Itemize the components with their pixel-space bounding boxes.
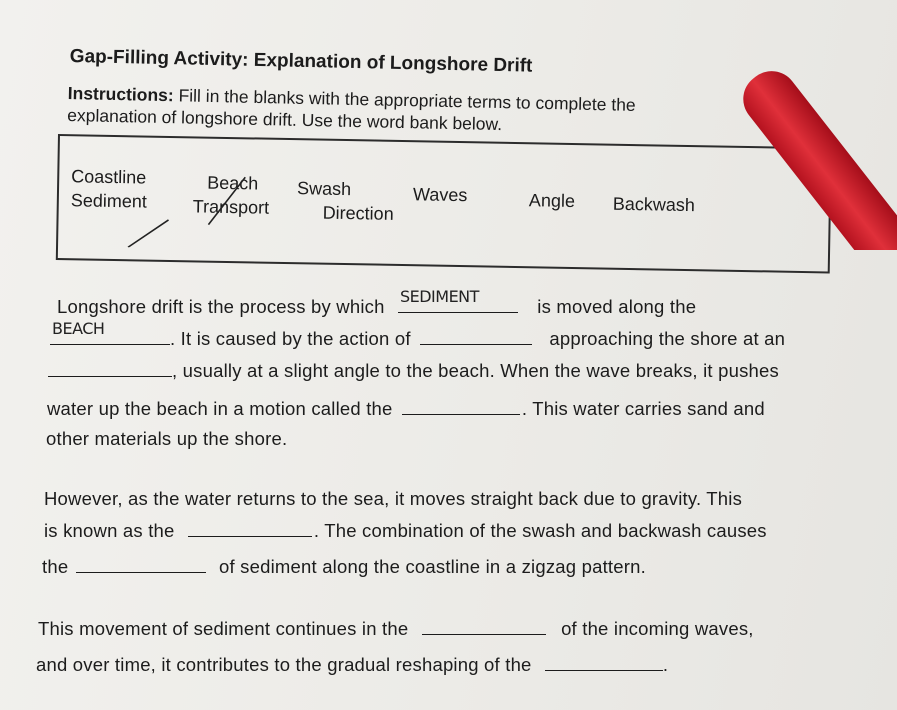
p1-line1b: is moved along the	[537, 296, 697, 317]
word-beach: Beach	[206, 172, 259, 194]
blank-2[interactable]	[50, 319, 170, 345]
word-bank-box	[56, 134, 832, 273]
instructions-line2: explanation of longshore drift. Use the word bank below.	[67, 104, 503, 135]
p2-line1: However, as the water returns to the sea, it moves straight back due to gravity. This	[44, 488, 743, 509]
p1-line3: , usually at a slight angle to the beach. When the wave breaks, it pushes	[172, 360, 779, 381]
instructions-line1: Fill in the blanks with the appropriate terms to complete the	[173, 85, 636, 115]
blank-7[interactable]	[76, 552, 206, 573]
instructions-label: Instructions:	[67, 82, 174, 106]
answer-beach: BEACH	[52, 319, 105, 338]
p1-line2a: . It is caused by the action of	[170, 328, 411, 349]
worksheet-title: Gap-Filling Activity: Explanation of Longshore Drift	[69, 46, 533, 77]
p1-line5: other materials up the shore.	[46, 428, 288, 449]
p1-line1a: Longshore drift is the process by which	[57, 296, 385, 317]
red-pen-image	[737, 40, 897, 250]
answer-sediment: SEDIMENT	[399, 287, 479, 306]
word-angle: Angle	[528, 190, 576, 212]
word-backwash: Backwash	[612, 193, 696, 216]
blank-6[interactable]	[188, 516, 312, 537]
cross-out-marks	[88, 167, 289, 250]
blank-9[interactable]	[545, 650, 663, 671]
blank-4[interactable]	[48, 356, 172, 377]
p2-line2b: . The combination of the swash and backwash causes	[313, 520, 767, 541]
blank-8[interactable]	[422, 614, 546, 635]
pen-body	[737, 61, 897, 250]
p1-line4b: . This water carries sand and	[521, 398, 765, 419]
p3-line1a: This movement of sediment continues in the	[38, 618, 409, 639]
blank-5[interactable]	[402, 394, 520, 415]
p3-line2b: .	[662, 654, 669, 675]
word-direction: Direction	[322, 202, 394, 224]
blank-1[interactable]	[398, 287, 518, 313]
p2-line3b: of sediment along the coastline in a zigzag pattern.	[219, 556, 646, 577]
word-swash: Swash	[296, 178, 352, 200]
instructions	[67, 82, 728, 140]
blank-3[interactable]	[420, 324, 532, 345]
word-waves: Waves	[412, 184, 468, 206]
p2-line3a: the	[42, 556, 69, 577]
p3-line2a: and over time, it contributes to the gradual reshaping of the	[36, 654, 532, 675]
word-transport: Transport	[192, 196, 270, 218]
p2-line2a: is known as the	[44, 520, 175, 541]
p3-line1b: of the incoming waves,	[561, 618, 754, 639]
p1-line2b: approaching the shore at an	[549, 328, 786, 349]
word-coastline: Coastline	[71, 166, 147, 188]
word-sediment: Sediment	[70, 190, 148, 212]
p1-line4a: water up the beach in a motion called the	[47, 398, 393, 419]
